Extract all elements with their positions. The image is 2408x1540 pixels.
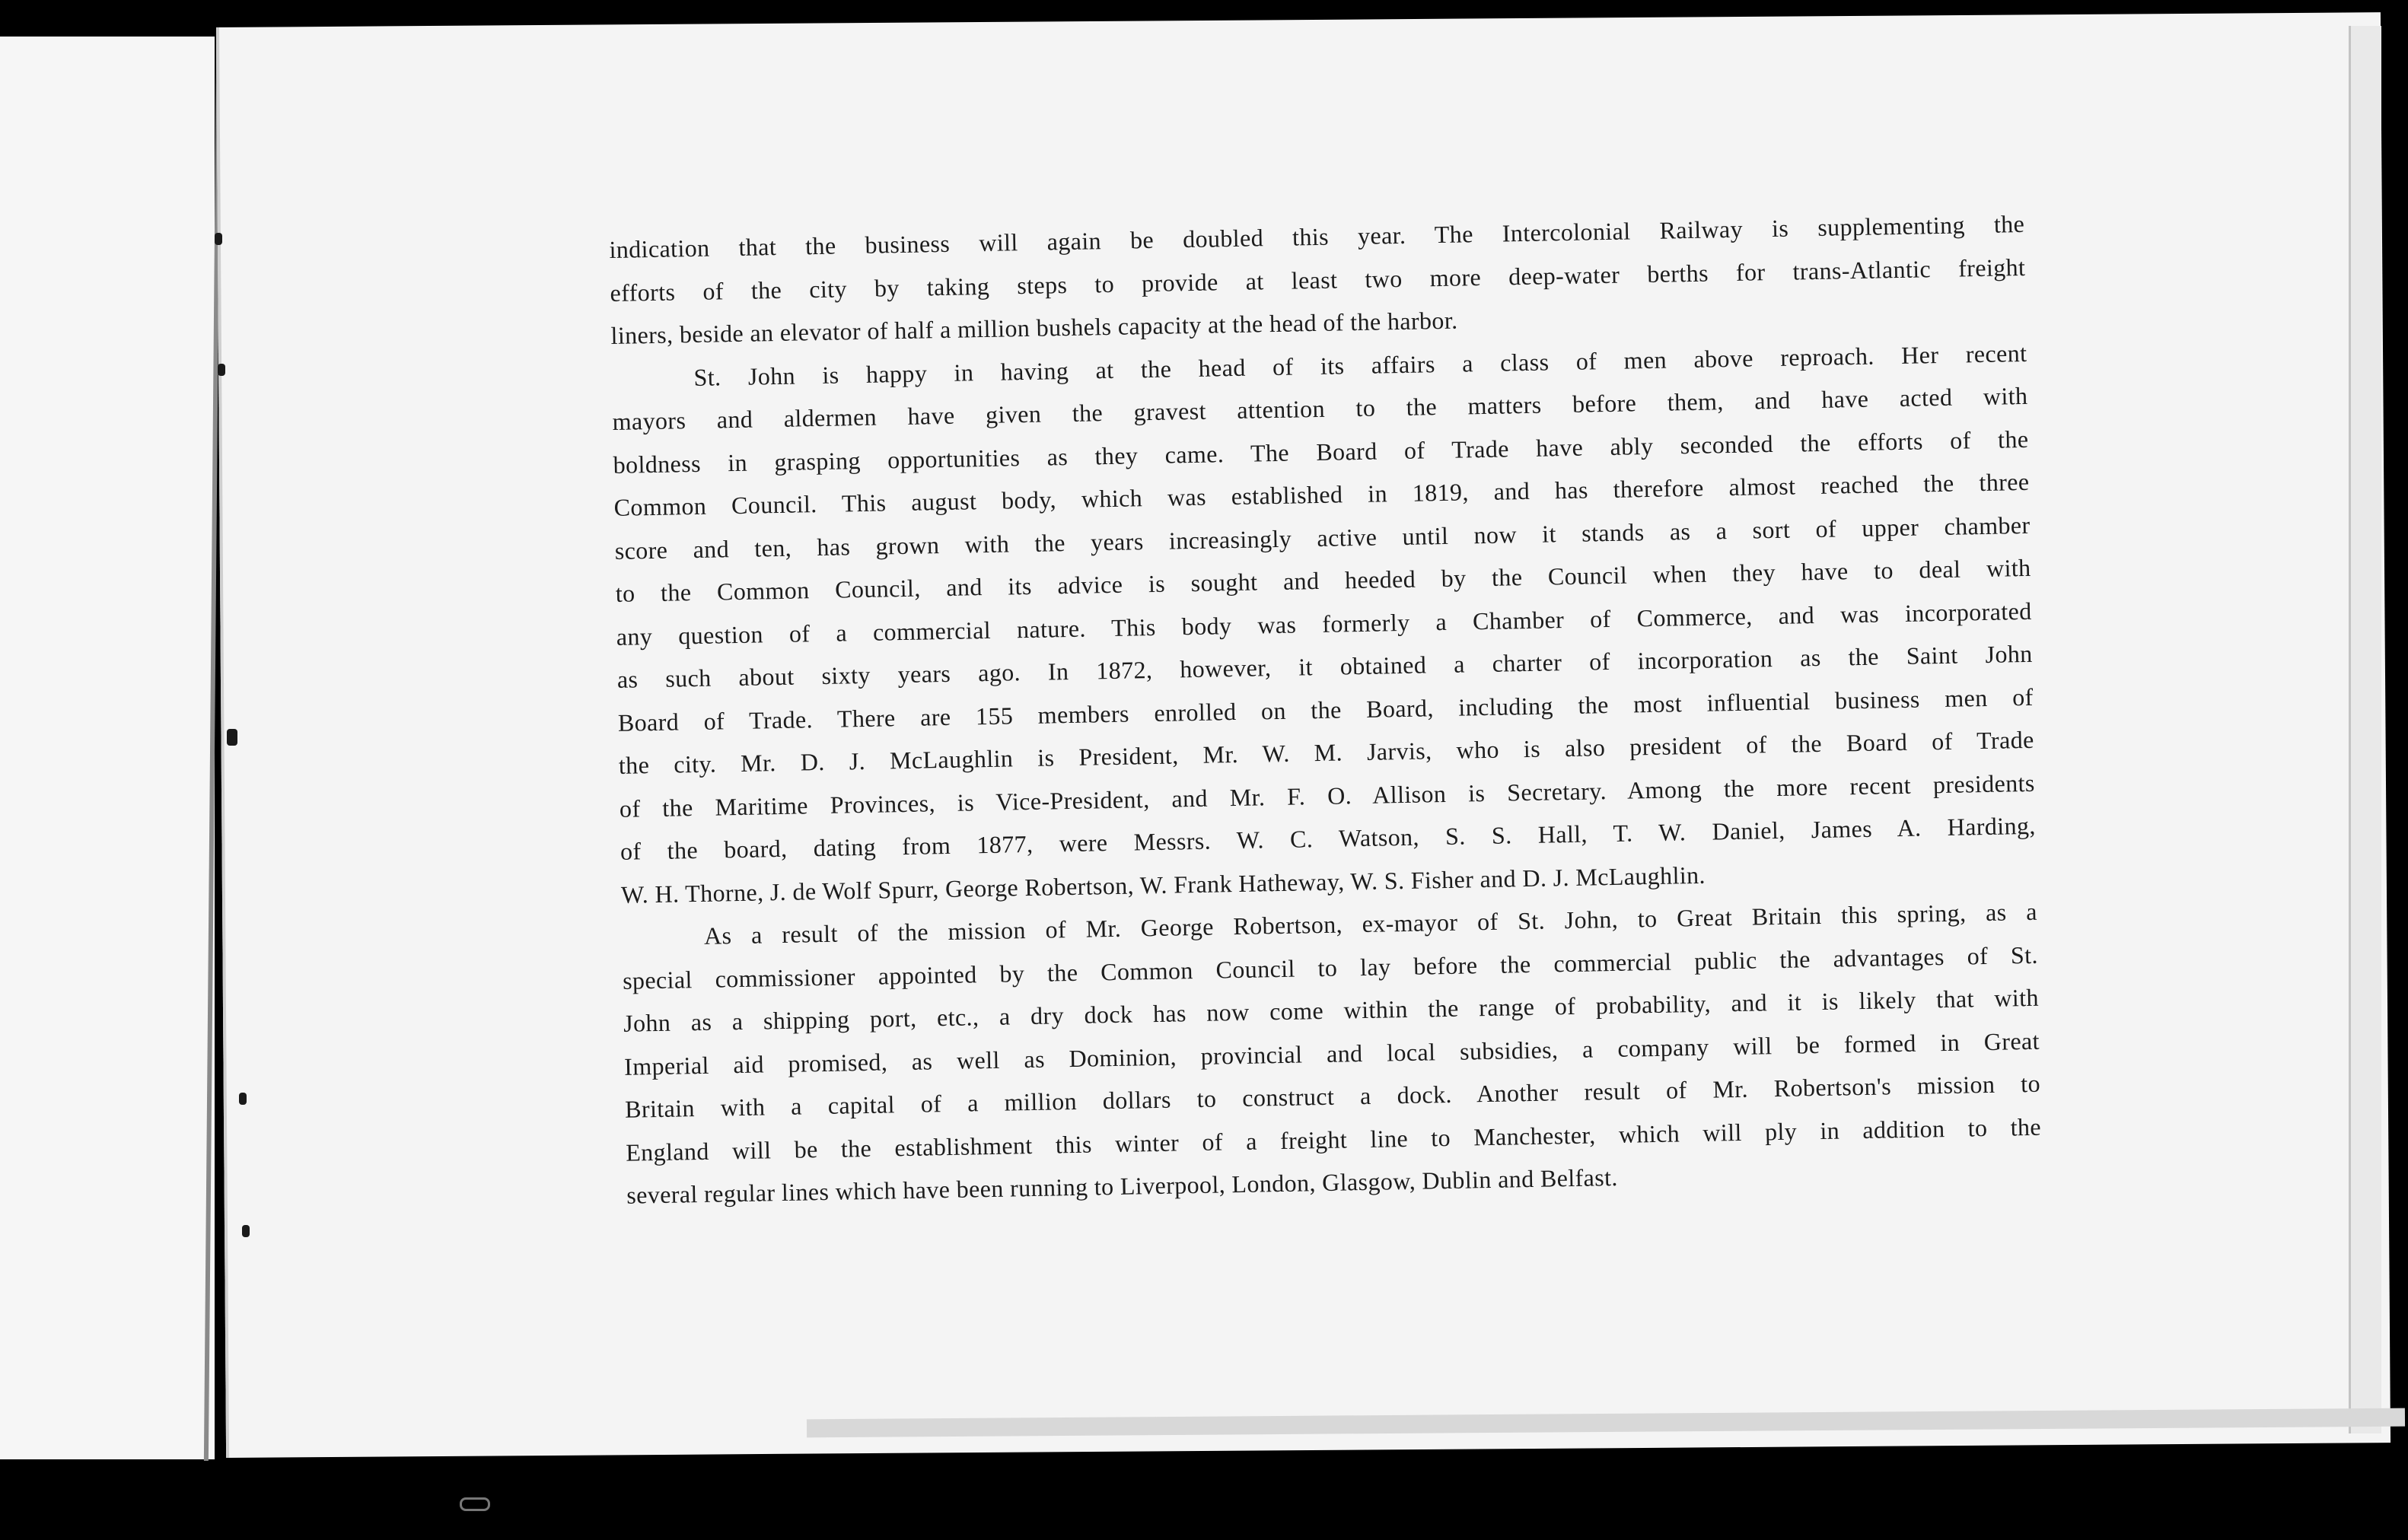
text-line: indication that the business will again be doubled this year. The Intercolonial Railway is supplementing the xyxy=(609,209,2025,263)
text-line: W. H. Thorne, J. de Wolf Spurr, George Robertson, W. Frank Hatheway, W. S. Fisher and D. J. McLaughlin. xyxy=(620,861,1706,908)
text-line: As a result of the mission of Mr. George Robertson, ex-mayor of St. John, to Great Britain this spring, as a xyxy=(703,897,2038,950)
text-line: boldness in grasping opportunities as they came. The Board of Trade have ably seconded the efforts of the xyxy=(613,425,2029,479)
text-line: of the Maritime Provinces, is Vice-President, and Mr. F. O. Allison is Secretary. Among the more recent presidents xyxy=(619,768,2035,822)
binding-hole xyxy=(239,1093,247,1105)
binding-hole xyxy=(218,364,225,376)
text-line: several regular lines which have been running to Liverpool, London, Glasgow, Dublin and Belfast. xyxy=(626,1163,1619,1209)
text-line: efforts of the city by taking steps to provide at least two more deep-water berths for trans-Atlantic freight xyxy=(610,253,2026,307)
text-line: as such about sixty years ago. In 1872, however, it obtained a charter of incorporation as the Saint John xyxy=(616,639,2033,693)
text-line: England will be the establishment this winter of a freight line to Manchester, which will ply in addition to the xyxy=(625,1112,2042,1166)
paragraph-3 xyxy=(622,890,2043,1217)
text-line: liners, beside an elevator of half a million bushels capacity at the head of the harbor. xyxy=(610,306,1458,349)
paragraph-2 xyxy=(611,331,2037,915)
text-line: Imperial aid promised, as well as Dominion, provincial and local subsidies, a company will be formed in Great xyxy=(623,1026,2040,1080)
text-line: St. John is happy in having at the head of its affairs a class of men above reproach. Her recent xyxy=(693,339,2027,391)
text-line: the city. Mr. D. J. McLaughlin is President, Mr. W. M. Jarvis, who is also president of the Board of Trade xyxy=(618,725,2034,779)
left-page xyxy=(0,37,215,1459)
text-line: Common Council. This august body, which was established in 1819, and has therefore almost reached the three xyxy=(613,467,2030,521)
text-line: score and ten, has grown with the years increasingly active until now it stands as a sort of upper chamber xyxy=(614,511,2031,565)
paragraph-1 xyxy=(609,202,2027,358)
text-line: to the Common Council, and its advice is sought and heeded by the Council when they have to deal with xyxy=(615,553,2031,607)
text-line: any question of a commercial nature. This body was formerly a Chamber of Commerce, and was incorporated xyxy=(616,597,2032,651)
text-line: Britain with a capital of a million dollars to construct a dock. Another result of Mr. Robertson's mission to xyxy=(624,1069,2041,1123)
text-line: special commissioner appointed by the Common Council to lay before the commercial public the advantages of St. xyxy=(622,940,2039,994)
binding-hole xyxy=(242,1225,250,1237)
text-line: John as a shipping port, etc., a dry dock has now come within the range of probability, and it is likely that with xyxy=(623,983,2040,1037)
text-line: of the board, dating from 1877, were Messrs. W. C. Watson, S. S. Hall, T. W. Daniel, James A. Harding, xyxy=(620,811,2037,865)
binding-hole xyxy=(215,233,222,245)
text-line: mayors and aldermen have given the gravest attention to the matters before them, and have acted with xyxy=(612,381,2028,435)
text-line: Board of Trade. There are 155 members enrolled on the Board, including the most influential business men of xyxy=(617,682,2034,737)
binding-hole xyxy=(227,729,237,746)
page-edge xyxy=(2349,26,2381,1433)
body-text xyxy=(609,202,2043,1217)
scan-artifact xyxy=(460,1497,490,1511)
